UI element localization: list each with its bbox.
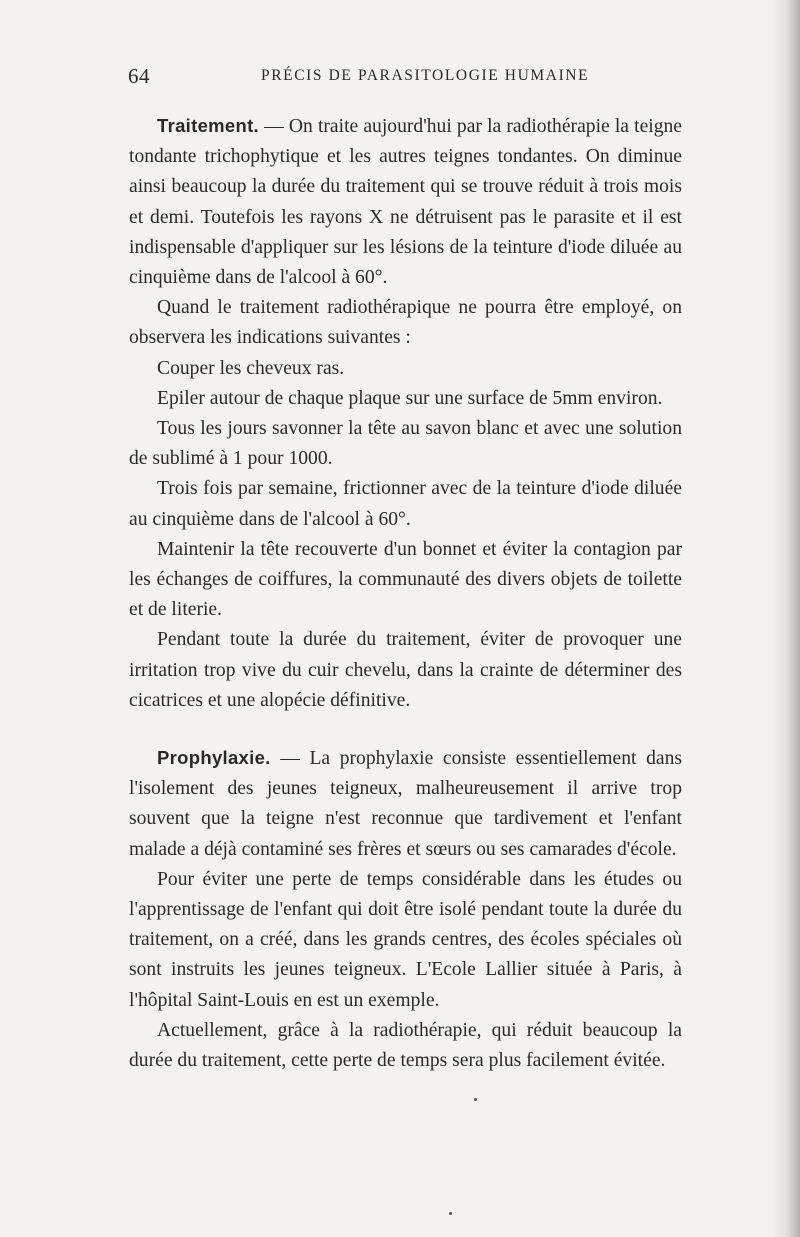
traitement-paragraph — [129, 111, 682, 293]
traitement-text: Epiler autour de chaque plaque sur une surface de 5mm environ. — [157, 387, 663, 409]
traitement-text: Tous les jours savonner la tête au savon blanc et avec une solution de sublimé à 1 pour 1000. — [129, 418, 682, 470]
section-gap — [129, 716, 682, 743]
prophylaxie-intro: — La prophylaxie consiste essentiellement dans l'isolement des jeunes teigneux, malheureusement il arrive trop souvent que la teigne n'est reconnue que tardivement et l'enfant malade a déjà contaminé ses frères et sœurs ou ses camarades d'école. — [129, 748, 682, 860]
section-heading-traitement: Traitement. — [157, 115, 259, 136]
print-speck — [449, 1212, 452, 1215]
prophylaxie-text: Actuellement, grâce à la radiothérapie, qui réduit beaucoup la durée du traitement, cette perte de temps sera plus facilement évitée. — [129, 1019, 682, 1072]
traitement-intro: — On traite aujourd'hui par la radiothérapie la teigne tondante trichophytique et les autres teignes tondantes. On diminue ainsi beaucoup la durée du traitement qui se trouve réduit à trois mois et demi. Toutefois les rayons X ne détruisent pas le parasite et il est indispensable d'appliquer sur les lésions de la teinture d'iode diluée au cinquième dans de l'alcool à 60°. — [129, 116, 682, 289]
binding-shadow — [772, 0, 800, 1237]
body-text — [129, 111, 682, 1076]
traitement-text: Quand le traitement radiothérapique ne pourra être employé, on observera les indications suivantes : — [129, 297, 682, 349]
prophylaxie-text: Pour éviter une perte de temps considérable dans les études ou l'apprentissage de l'enfant qui doit être isolé pendant toute la durée du traitement, on a créé, dans les grands centres, des écoles spéciales où sont instruits les jeunes teigneux. L'Ecole Lallier située à Paris, à l'hôpital Saint-Louis en est un exemple. — [129, 868, 682, 1011]
print-speck — [474, 1098, 477, 1101]
traitement-text: Couper les cheveux ras. — [157, 357, 345, 379]
prophylaxie-paragraph — [129, 743, 682, 865]
running-head — [128, 64, 683, 94]
traitement-text: Pendant toute la durée du traitement, éviter de provoquer une irritation trop vive du cuir chevelu, dans la crainte de déterminer des cicatrices et une alopécie définitive. — [129, 629, 682, 711]
traitement-text: Maintenir la tête recouverte d'un bonnet et éviter la contagion par les échanges de coiffures, la communauté des divers objets de toilette et de literie. — [129, 538, 682, 621]
traitement-text: Trois fois par semaine, frictionner avec de la teinture d'iode diluée au cinquième dans de l'alcool à 60°. — [129, 478, 682, 530]
running-title: PRÉCIS DE PARASITOLOGIE HUMAINE — [261, 67, 590, 84]
page-number: 64 — [128, 64, 150, 88]
section-heading-prophylaxie: Prophylaxie. — [157, 747, 271, 769]
